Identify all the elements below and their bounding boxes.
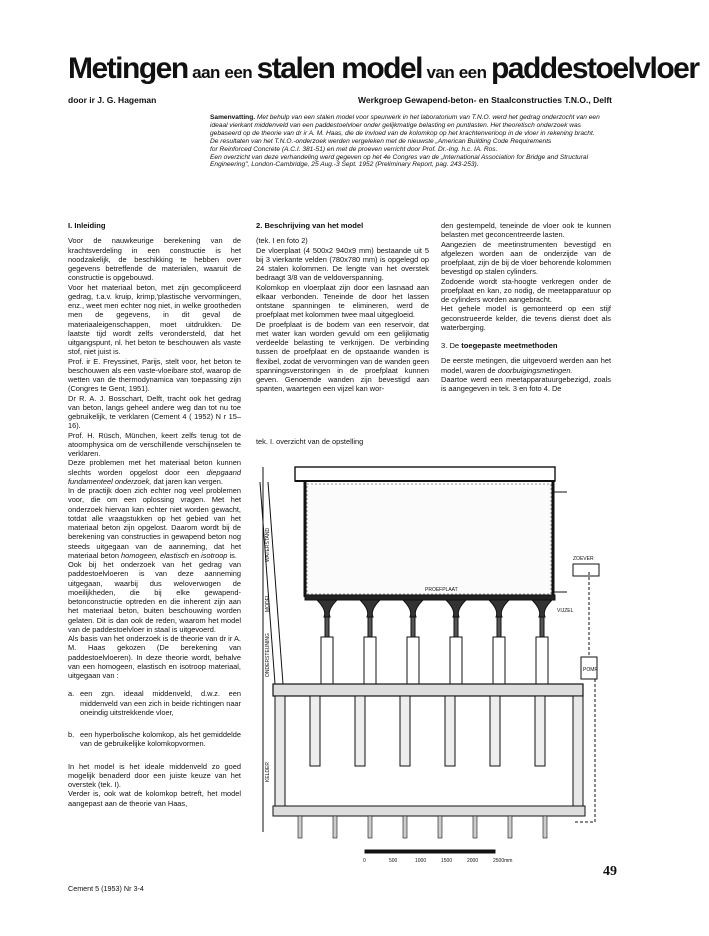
foundation-pile (473, 816, 477, 838)
steel-cylinder (450, 637, 462, 684)
basement-pier (445, 696, 455, 766)
paragraph: Voor het materiaal beton, met zijn gecompliceerd gedrag, t.a.v. kruip, krimp,'plastische vervormingen, enz., weet men echter nog niet, in welke grootheden men de gegevens, in dit geval de materiaaleigenschappen, moet uitdrukken. De laatste tijd wordt zelfs verondersteld, dat het uitgangspunt, nl. het beton te beschouwen als vaste stof, niet juist is. (68, 282, 241, 357)
section-heading: 2. Beschrijving van het model (256, 221, 364, 230)
column (454, 617, 458, 637)
paragraph: Ook bij het onderzoek van het gedrag van paddestoelvloeren is van deze aanneming uitgegaan, waarbij dus weloverwogen de moeilijkheden, die bij elke gewapend-betonconstructie optreden en die inherent zijn aan het materiaal beton, buiten beschouwing worden gelaten. Dit is dan ook de reden, waarom het model van de paddestoelvloer in staal is uitgevoerd. (68, 560, 241, 634)
basement-pier (490, 696, 500, 766)
scale-label: 2500mm (493, 858, 513, 864)
paragraph: De vloerplaat (4 500x2 940x9 mm) bestaande uit 5 bij 3 vierkante velden (780x780 mm) is opgelegd op 24 stalen kolommen. De lengte van het overstek bedraagt 3/8 van de veldoverspanning. (256, 245, 429, 283)
paragraph: Verder is, ook wat de kolomkop betreft, het model aangepast aan de theorie van Haas, (68, 789, 241, 808)
paragraph (68, 486, 241, 560)
steel-cylinder (321, 637, 333, 684)
paragraph: Kolomkop en vloerplaat zijn door een lasnaad aan elkaar verbonden. Teneinde de door het lassen ontstane spanningen te elimineren, werd de proefplaat met kolommen twee maal uitgegloeid. (256, 282, 429, 320)
page-number: 49 (603, 864, 617, 879)
drawing-label: PROEFPLAAT (425, 587, 458, 593)
text-run: Deze problemen met het materiaal beton kunnen slechts worden opgelost door een (68, 458, 241, 477)
column-1 (68, 221, 241, 808)
figure-caption: tek. I. overzicht van de opstelling (256, 437, 364, 446)
drawing-label: POMP (583, 667, 598, 673)
drawing-label: WATERSTAND (265, 527, 271, 562)
list-item (68, 689, 241, 717)
summary-block (210, 114, 610, 169)
section-heading: I. Inleiding (68, 221, 106, 230)
basement-pier (400, 696, 410, 766)
drawing-label: ONDERSTEUNING (265, 633, 271, 677)
column (411, 617, 415, 637)
paragraph: Prof. ir E. Freyssinet, Parijs, stelt voor, het beton te beschouwen als een vaste-vloeibare stof, waarop de wetten van de thermodynamica van toepassing zijn (Congres te Gent, 1951). (68, 356, 241, 394)
drawing-label: MODEL (265, 594, 271, 612)
paragraph: Als basis van het onderzoek is de theorie van dr ir A. M. Haas gekozen (De berekening van paddestoelvloeren). In deze theorie wordt, behalve van een homogeen, elastisch en isotroop materiaal, uitgegaan van : (68, 634, 241, 680)
text-run: is. (227, 550, 237, 560)
paragraph: Dr R. A. J. Bosschart, Delft, tracht ook het gedrag van beton, langs geheel andere weg dan tot nu toe gebruikelijk, te verklaren (Cement 4 ( 1952) N r 15–16). (68, 393, 241, 431)
scale-label: 1500 (441, 858, 453, 864)
basement-pier (535, 696, 545, 766)
text-run: isotroop (201, 550, 228, 560)
technical-drawing (255, 452, 620, 872)
foundation-pile (368, 816, 372, 838)
paragraph (68, 458, 241, 486)
column-3 (441, 221, 611, 393)
foundation-pile (298, 816, 302, 838)
title-word: een (224, 63, 253, 82)
column-head (489, 600, 509, 617)
paragraph (441, 356, 611, 375)
paragraph: In het model is het ideale middenveld zo goed mogelijk benaderd door een juiste keuze van het overstek (tek. I). (68, 761, 241, 789)
author-line: door ir J. G. Hageman (68, 95, 157, 105)
paragraph: Voor de nauwkeurige berekening van de krachtsverdeling in een constructie is het noodzakelijk, de beschikking te hebben over gegevens betreffende de materialen, waaruit de constructie is opgebouwd. (68, 236, 241, 283)
foundation-pile (543, 816, 547, 838)
title-word: stalen model (256, 52, 423, 85)
summary-label: Samenvatting. (210, 114, 256, 121)
paragraph: (tek. I en foto 2) (256, 236, 308, 246)
foundation-pile (508, 816, 512, 838)
steel-cylinder (407, 637, 419, 684)
summary-text: Met behulp van een stalen model voor speurwerk in het laboratorium van T.N.O. werd het gedrag onderzocht van een ideaal vierkant middenveld van een paddestoelvloer onder gelijkmatige belasting en puntlasten. Het theoretisch onderzoek was gebaseerd op de theorie van dr ir A. M. Haas, die de invloed van de kolomkop op het krachtenverloop in de vloer in rekening bracht. (210, 114, 600, 137)
column-head (446, 600, 466, 617)
journal-footer: Cement 5 (1953) Nr 3-4 (68, 884, 144, 893)
text-run: toegepaste meetmethoden (461, 341, 558, 350)
paragraph: Daartoe werd een meetapparatuurgebezigd, zoals is aangegeven in tek. 3 en foto 4. De (441, 374, 611, 393)
list-item (68, 730, 241, 749)
workgroup-line: Werkgroep Gewapend-beton- en Staalconstructies T.N.O., Delft (358, 95, 612, 105)
steel-cylinder (493, 637, 505, 684)
column-head (403, 600, 423, 617)
foundation-pile (438, 816, 442, 838)
text-run: De eerste metingen, die uitgevoerd werden aan het model, waren de (441, 356, 611, 375)
paragraph: den gestempeld, teneinde de vloer ook te kunnen belasten met geconcentreerde lasten. (441, 221, 611, 240)
list-marker: b. (68, 730, 75, 739)
paragraph: Prof. H. Rüsch, München, keert zelfs terug tot de atoomphysica om de verschillende verschijnselen te verklaren. (68, 430, 241, 458)
column-head (360, 600, 380, 617)
scale-label: 2000 (467, 858, 479, 864)
title-word: paddestoelvloer (490, 52, 699, 85)
text-run: doorbuigingsmetingen. (497, 365, 573, 375)
paragraph: Het gehele model is gemonteerd op een stijf geconstrueerde kelder, die tevens dienst doet als waterberging. (441, 304, 611, 332)
drawing-label: KELDER (265, 761, 271, 782)
text-run: In de practijk doen zich echter nog veel problemen voor, die om een oplossing vragen. Met het onderzoek hiervan kan echter niet worden gewacht, totdat alle vraagstukken op het gebied van het materiaal beton zijn opgelost. Daarom wordt bij de berekening van constructies in gewapend beton nog steeds uitgegaan van de aanneming, dat het materiaal beton (68, 486, 241, 560)
paragraph: De proefplaat is de bodem van een reservoir, dat met water kan worden gevuld om een gelijkmatig verdeelde belasting te verkrijgen. De verbinding tussen de proefplaat en de opstaande wanden is flexibel, zodat de vervormingen van de wanden geen spanningsverstoringen in de proefplaat kunnen geven. Genoemde wanden zijn bevestigd aan spanten, waartegen een vijzel kan wor- (256, 319, 429, 394)
drawing-label: ZOEVER (573, 556, 594, 562)
paragraph: Aangezien de meetinstrumenten bevestigd en afgelezen worden aan de onderzijde van de proefplaat, zijn de bij de vloer behorende kolommen bevestigd op stalen cylinders. (441, 239, 611, 277)
drawing-label: VIJZEL (557, 608, 574, 614)
foundation-pile (403, 816, 407, 838)
column-head (532, 600, 552, 617)
list-marker: a. (68, 689, 75, 699)
scale-label: 500 (389, 858, 398, 864)
section-heading (441, 341, 611, 350)
basement-pier (355, 696, 365, 766)
summary-line: Een overzicht van deze verhandeling werd gegeven op het 4e Congres van de „International Association for Bridge and Structural Engineering", London-Cambridge, 25 Aug.-3 Sept. 1952 (Preliminary Report, pag. 243-253). (210, 153, 589, 169)
column (540, 617, 544, 637)
title-word: Metingen (68, 52, 188, 85)
text-run: en (188, 550, 202, 560)
text-run: diepgaand fundamenteel onderzoek, (68, 467, 241, 486)
text-run: dat jaren kan vergen. (151, 476, 223, 486)
article-title (68, 52, 699, 86)
foundation-pile (333, 816, 337, 838)
column-head (317, 600, 337, 617)
list-text: een zgn. ideaal middenveld, d.w.z. een middenveld van een zich in beide richtingen naar oneindig uitstrekkende vloer, (80, 689, 241, 717)
summary-line: for Reinforced Concrete (A.C.I. 381-51) en met de proeven verricht door Prof. Dr.-Ing. h.c. IA. Ros. (210, 145, 498, 153)
scale-label: 1000 (415, 858, 427, 864)
steel-cylinder (536, 637, 548, 684)
title-word: een (458, 63, 487, 82)
basement-pier (310, 696, 320, 766)
text-run: 3. De (441, 341, 462, 350)
list-text: een hyperbolische kolomkop, als het gemiddelde van de gebruikelijke kolomkopvormen. (80, 730, 241, 749)
column-2 (256, 221, 429, 394)
steel-cylinder (364, 637, 376, 684)
title-word: aan (192, 63, 220, 82)
column (368, 617, 372, 637)
scale-label: 0 (363, 858, 366, 864)
summary-line: De resultaten van het T.N.O.-onderzoek werden vergeleken met de nieuwste „American Building Code Requirements (210, 137, 552, 145)
title-word: van (426, 63, 455, 82)
text-run: homogeen, elastisch (121, 550, 189, 560)
column (325, 617, 329, 637)
paragraph: Zodoende wordt sta-hoogte verkregen onder de proefplaat en kan, zo nodig, de meetapparatuur op de cylinders worden aangebracht. (441, 276, 611, 304)
column (497, 617, 501, 637)
